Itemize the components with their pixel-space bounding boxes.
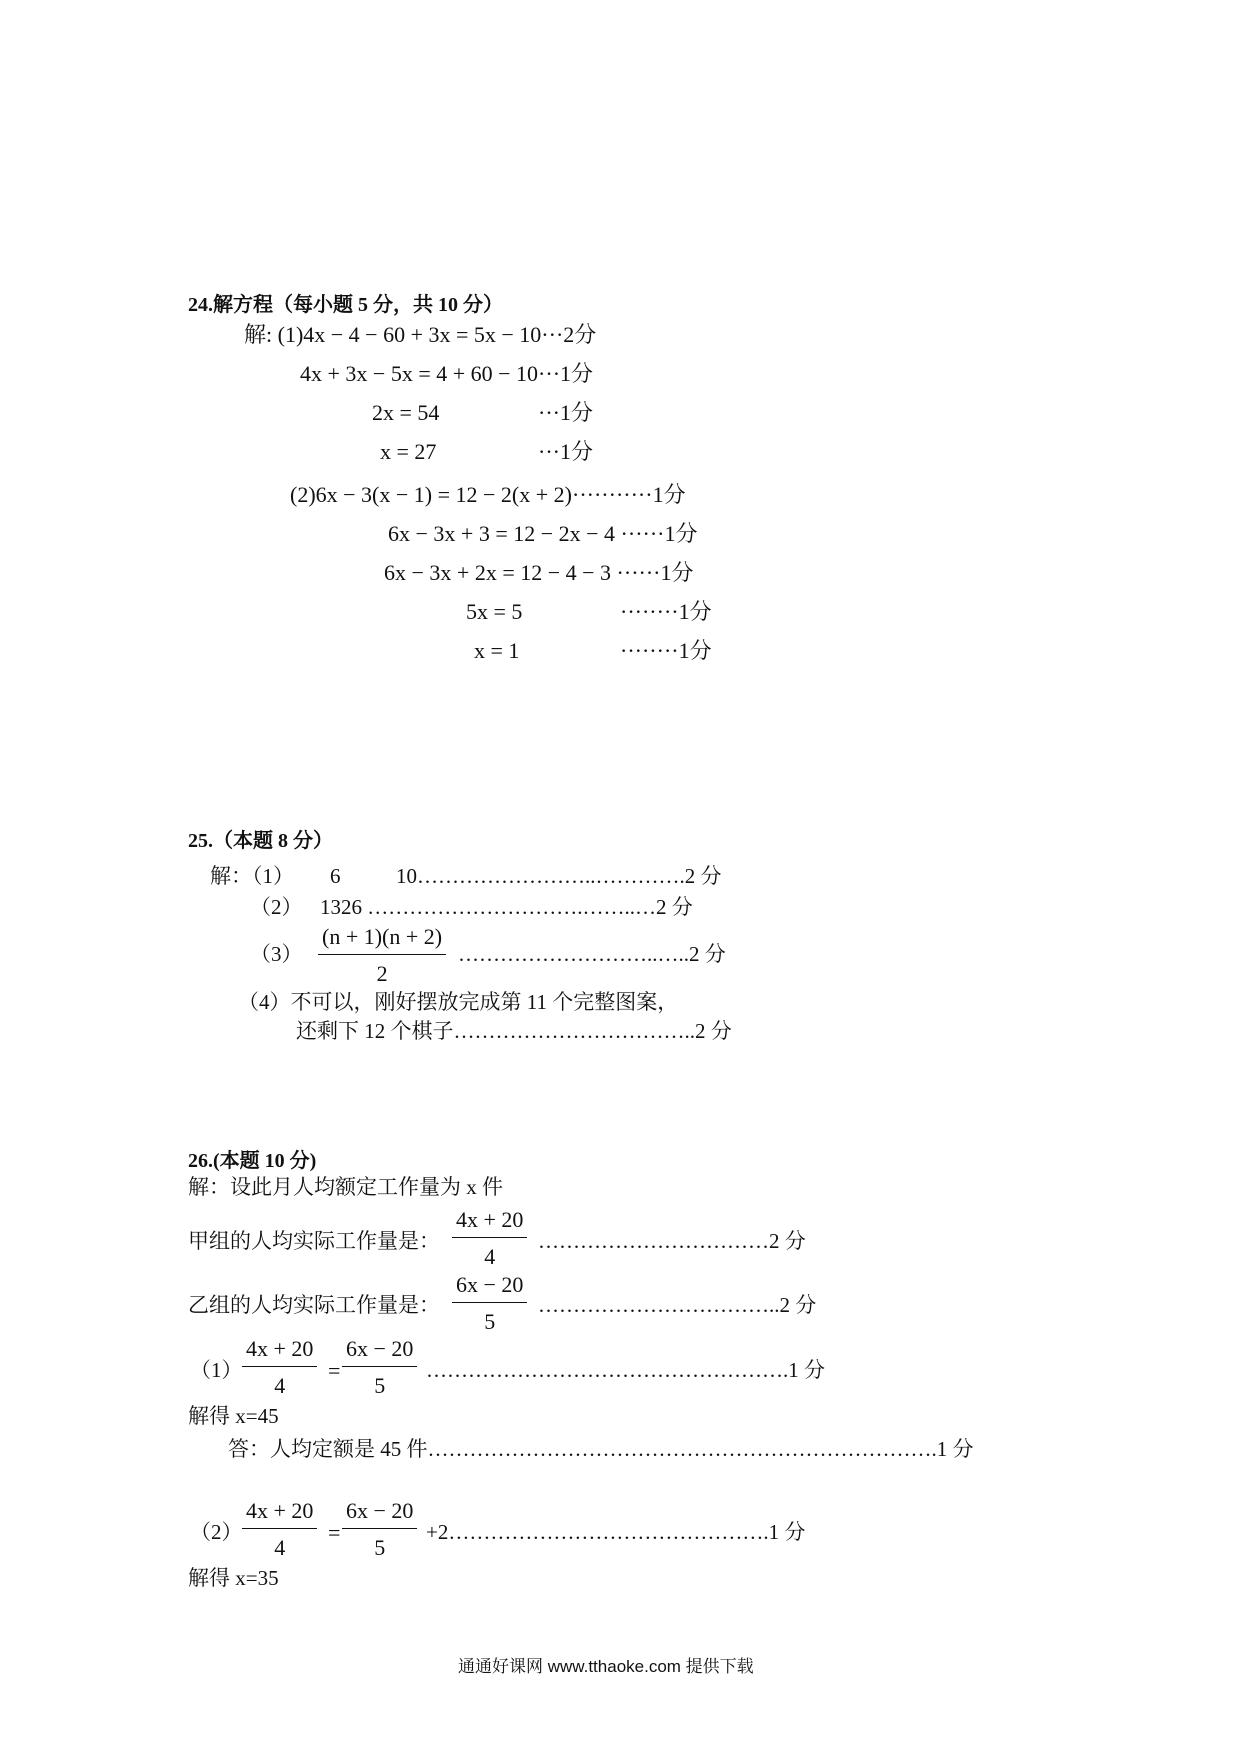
q26-jia-numerator: 4x + 20	[452, 1207, 527, 1238]
q24-p2-line1: (2)6x − 3(x − 1) = 12 − 2(x + 2)···········1分	[290, 482, 686, 507]
q25-line1-b: 10……………………..………….2 分	[396, 864, 722, 888]
q26-p2-right-numerator: 6x − 20	[342, 1498, 417, 1529]
q24-p2-line2: 6x − 3x + 3 = 12 − 2x − 4 ······1分	[388, 521, 698, 546]
q25-line2-label: （2）	[250, 895, 303, 919]
q26-p2-left-fraction	[242, 1498, 317, 1561]
q25-line2-value: 1326 ………………………….……..…2 分	[320, 895, 693, 919]
q26-p2-left-numerator: 4x + 20	[242, 1498, 317, 1529]
q26-p1-left-fraction	[242, 1336, 317, 1399]
q24-p1-line4: x = 27	[380, 439, 437, 464]
q26-p1-left-numerator: 4x + 20	[242, 1336, 317, 1367]
q25-line4-b: 还剩下 12 个棋子……………………………..2 分	[296, 1019, 732, 1043]
q26-p1-right-fraction	[342, 1336, 417, 1399]
q24-p1-line4-score: ···1分	[538, 439, 593, 464]
q26-p1-equals: =	[328, 1358, 341, 1383]
q26-jia-label: 甲组的人均实际工作量是：	[188, 1229, 440, 1253]
q26-intro: 解：设此月人均额定工作量为 x 件	[188, 1175, 503, 1199]
q26-p2-tail: +2……………………………………….1 分	[426, 1520, 806, 1544]
q25-line1-label: 解：（1）	[210, 864, 294, 888]
q26-p1-tail: …………………………………………….1 分	[426, 1358, 825, 1382]
q24-p2-line5: x = 1	[474, 638, 520, 663]
q26-jia-denominator: 4	[484, 1244, 496, 1269]
q26-p2-left-denominator: 4	[274, 1535, 286, 1560]
q26-jia-tail: ……………………………2 分	[538, 1229, 806, 1253]
q24-p2-line5-score: ········1分	[620, 638, 712, 663]
q25-line3-tail: ………………………..…..2 分	[458, 942, 726, 966]
q24-p2-line4: 5x = 5	[466, 599, 523, 624]
q24-p2-line3: 6x − 3x + 2x = 12 − 4 − 3 ······1分	[384, 560, 694, 585]
q26-p1-result: 解得 x=45	[188, 1404, 279, 1428]
q25-heading: 25.（本题 8 分）	[188, 830, 333, 852]
q26-yi-denominator: 5	[484, 1309, 496, 1334]
q24-p2-line4-score: ········1分	[620, 599, 712, 624]
q24-p1-line1: 解: (1)4x − 4 − 60 + 3x = 5x − 10···2分	[244, 322, 597, 347]
q25-line3-denominator: 2	[376, 961, 388, 986]
q26-jia-fraction	[452, 1207, 527, 1270]
page-footer: 通通好课网 www.tthaoke.com 提供下载	[458, 1657, 754, 1676]
q24-p1-line3-score: ···1分	[538, 400, 593, 425]
q26-yi-label: 乙组的人均实际工作量是：	[188, 1293, 440, 1317]
q26-p2-equals: =	[328, 1520, 341, 1545]
q26-p2-result: 解得 x=35	[188, 1566, 279, 1590]
q26-p2-label: （2）	[190, 1520, 243, 1544]
q26-yi-fraction	[452, 1272, 527, 1335]
q26-p1-label: （1）	[190, 1358, 243, 1382]
q26-p2-right-fraction	[342, 1498, 417, 1561]
q25-line4-a: （4）不可以，刚好摆放完成第 11 个完整图案，	[238, 990, 679, 1014]
q24-p1-line3: 2x = 54	[372, 400, 440, 425]
q26-p2-right-denominator: 5	[374, 1535, 386, 1560]
q26-p1-left-denominator: 4	[274, 1373, 286, 1398]
q25-line3-numerator: (n + 1)(n + 2)	[318, 924, 446, 955]
q24-heading: 24.解方程（每小题 5 分，共 10 分）	[188, 294, 503, 316]
q26-p1-right-numerator: 6x − 20	[342, 1336, 417, 1367]
q26-p1-right-denominator: 5	[374, 1373, 386, 1398]
q25-line3-fraction	[318, 924, 446, 987]
q25-line3-label: （3）	[250, 942, 303, 966]
q26-p1-answer: 答：人均定额是 45 件……………………………………………………………….1 分	[228, 1437, 974, 1461]
q26-yi-numerator: 6x − 20	[452, 1272, 527, 1303]
q24-p1-line2: 4x + 3x − 5x = 4 + 60 − 10···1分	[300, 361, 594, 386]
q26-yi-tail: ……………………………..2 分	[538, 1293, 817, 1317]
q25-line1-a: 6	[330, 864, 341, 888]
q26-heading: 26.(本题 10 分)	[188, 1150, 317, 1172]
